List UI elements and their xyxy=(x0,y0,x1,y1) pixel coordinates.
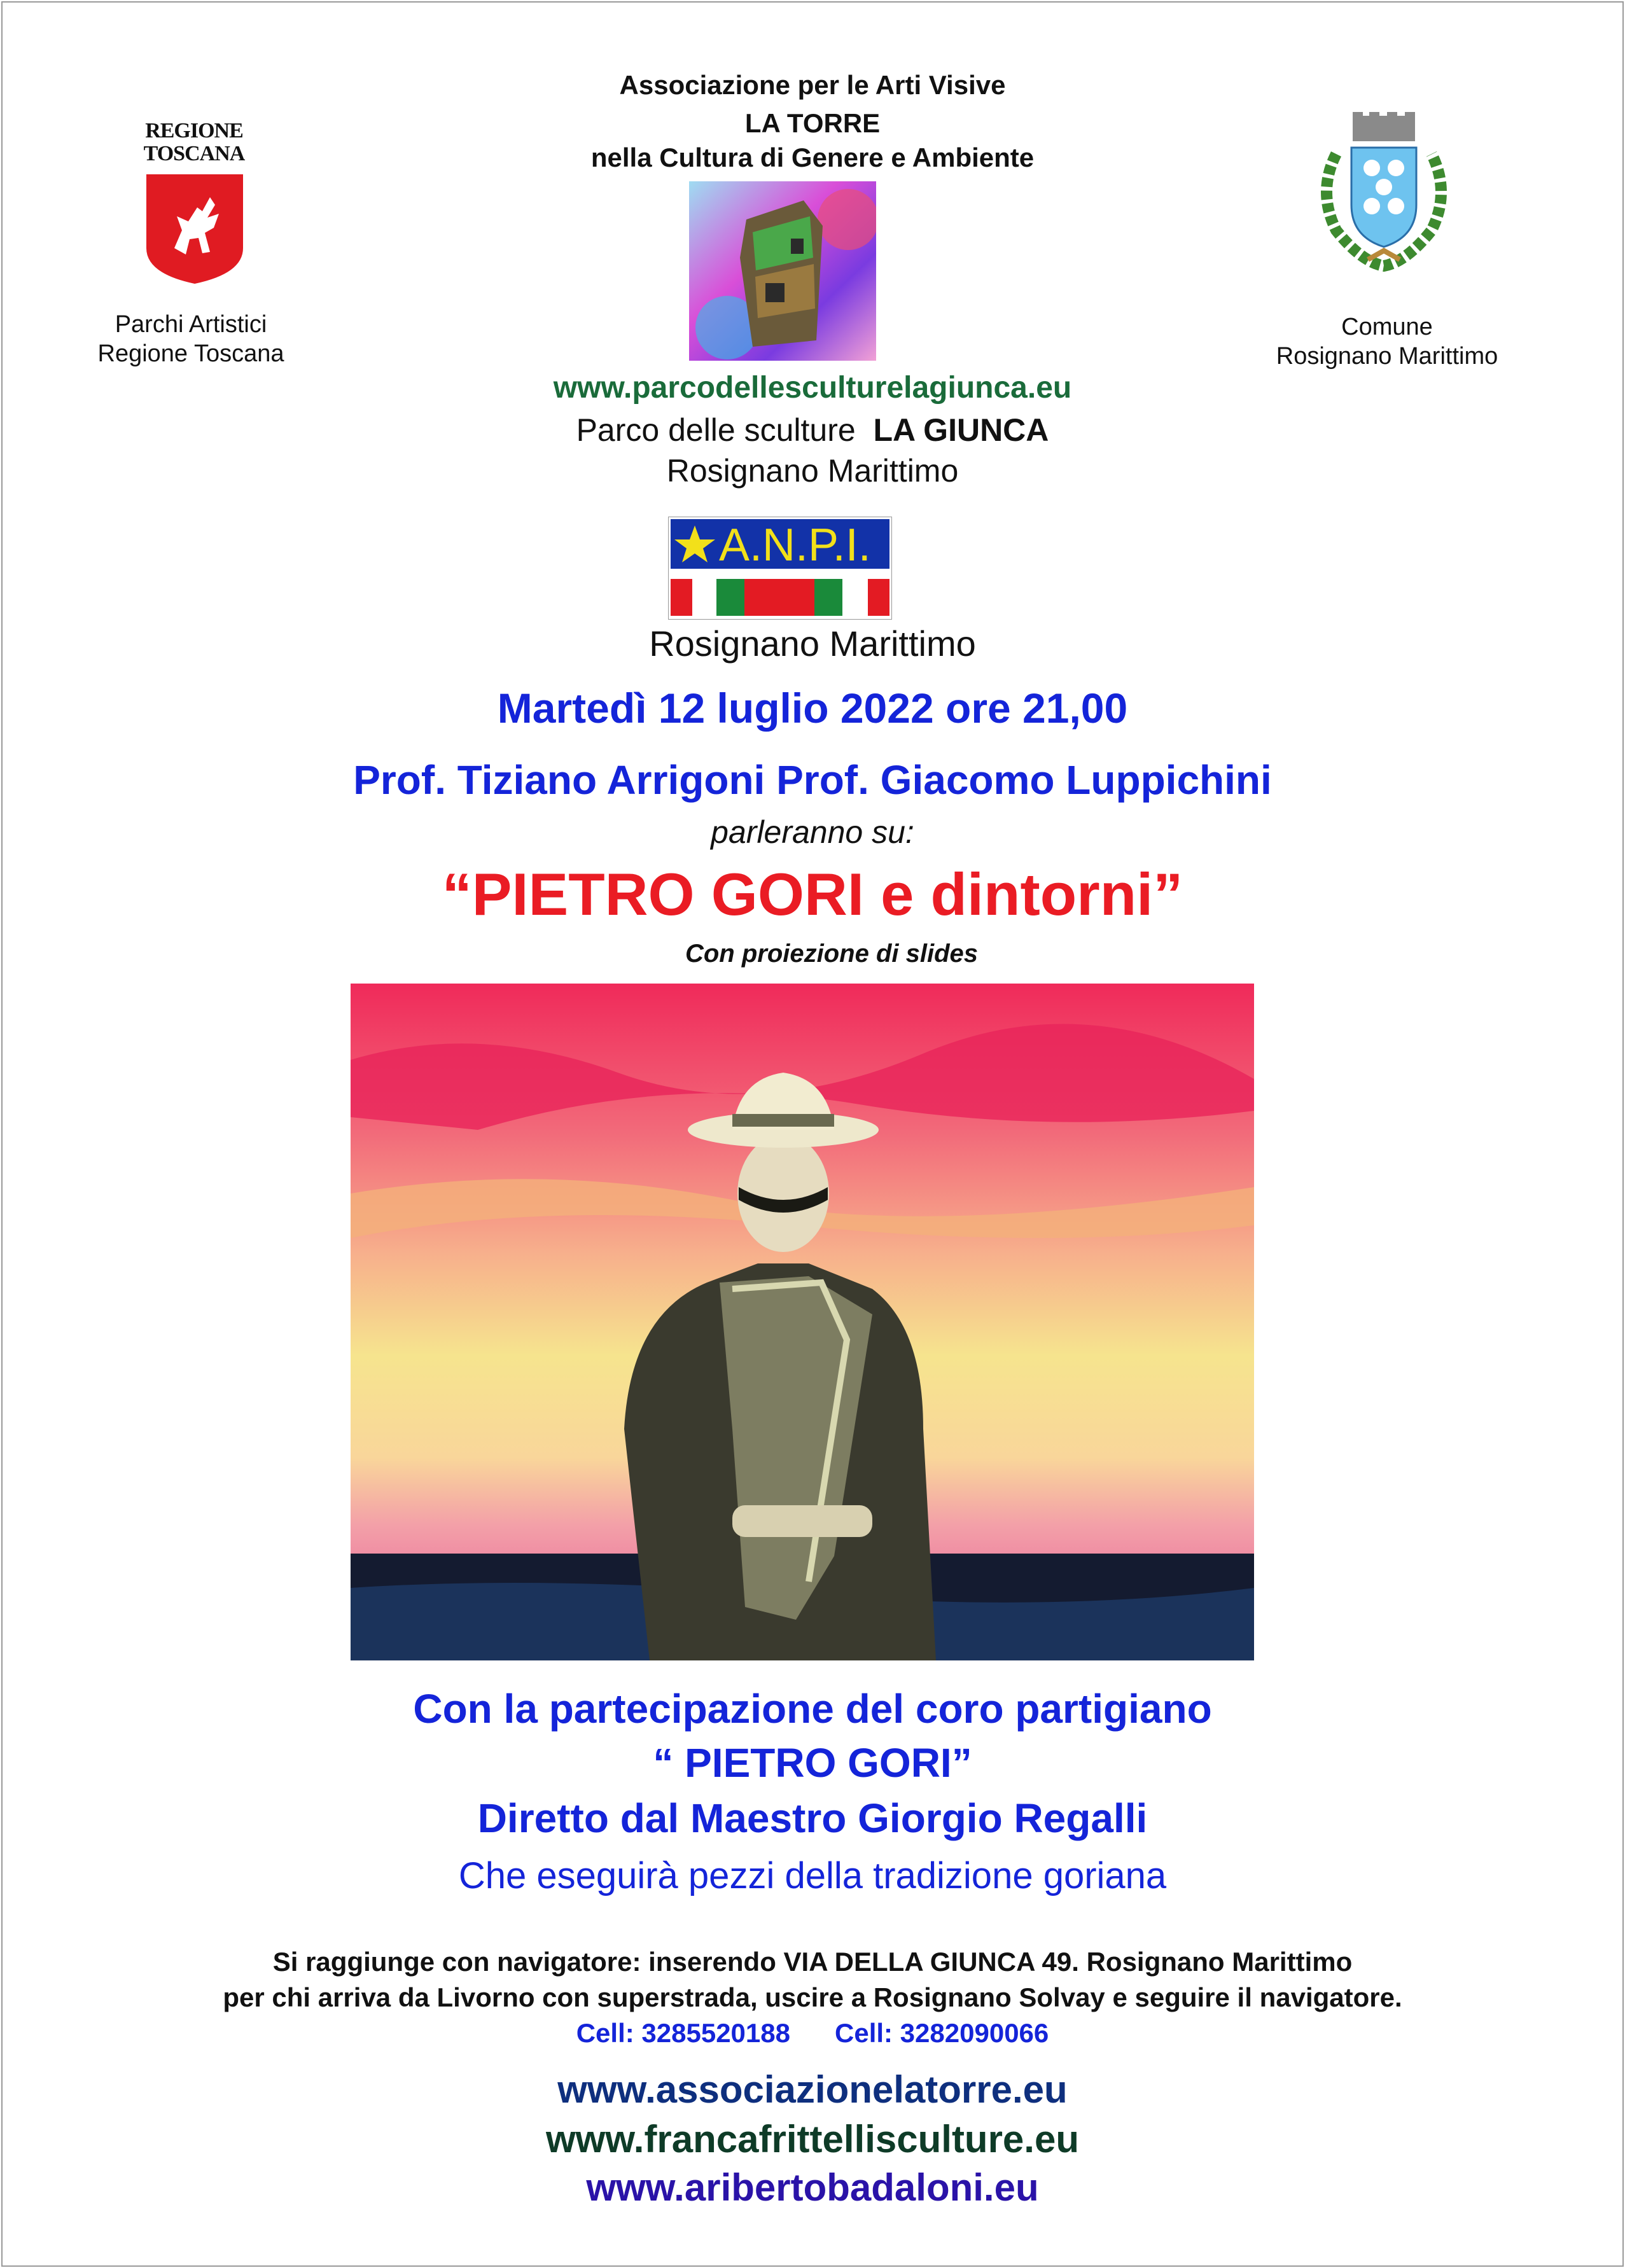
event-intro: parleranno su: xyxy=(711,814,914,850)
right-caption-line2: Rosignano Marittimo xyxy=(1276,343,1498,370)
park-website-link[interactable]: www.parcodellesculturelagiunca.eu xyxy=(553,371,1072,405)
anpi-town: Rosignano Marittimo xyxy=(649,623,976,664)
right-caption-line1: Comune xyxy=(1341,314,1433,340)
website-aribertobadaloni-link[interactable]: www.aribertobadaloni.eu xyxy=(586,2166,1039,2209)
choir-director: Diretto dal Maestro Giorgio Regalli xyxy=(477,1795,1148,1841)
left-caption-line1: Parchi Artistici xyxy=(115,311,267,338)
association-subtitle: nella Cultura di Genere e Ambiente xyxy=(590,143,1035,172)
event-date-time: Martedì 12 luglio 2022 ore 21,00 xyxy=(497,685,1128,732)
logo-text-toscana: TOSCANA xyxy=(143,142,245,165)
park-name xyxy=(0,412,1625,449)
regione-toscana-logo-text xyxy=(141,120,247,165)
anpi-logo-text: A.N.P.I. xyxy=(719,520,871,571)
park-town: Rosignano Marittimo xyxy=(666,453,959,489)
choir-name: “ PIETRO GORI” xyxy=(653,1740,972,1786)
association-la-torre: LA TORRE xyxy=(744,108,881,138)
left-caption-line2: Regione Toscana xyxy=(97,340,284,367)
pegasus-shield-icon xyxy=(144,172,246,285)
coat-of-arms-icon xyxy=(1311,109,1457,279)
la-torre-tower-image xyxy=(689,181,876,361)
website-francafrittelli-link[interactable]: www.francafrittellisculture.eu xyxy=(546,2118,1079,2160)
choir-program: Che eseguirà pezzi della tradizione goriana xyxy=(458,1855,1167,1896)
park-name-prefix: Parco delle sculture xyxy=(576,412,856,448)
association-name: Associazione per le Arti Visive xyxy=(619,70,1006,100)
event-note: Con proiezione di slides xyxy=(685,940,979,968)
logo-text-regione: REGIONE xyxy=(145,119,243,143)
contact-phones: Cell: 3285520188 Cell: 3282090066 xyxy=(576,2018,1049,2048)
event-title: “PIETRO GORI e dintorni” xyxy=(442,861,1183,928)
website-associazione-link[interactable]: www.associazionelatorre.eu xyxy=(557,2068,1068,2111)
directions-line2: per chi arriva da Livorno con superstrada, uscire a Rosignano Solvay e seguire il navigatore. xyxy=(223,1982,1402,2012)
choir-line1: Con la partecipazione del coro partigiano xyxy=(413,1686,1212,1732)
park-name-bold: LA GIUNCA xyxy=(873,412,1049,448)
event-speakers: Prof. Tiziano Arrigoni Prof. Giacomo Luppichini xyxy=(353,757,1272,803)
directions-line1: Si raggiunge con navigatore: inserendo VIA DELLA GIUNCA 49. Rosignano Marittimo xyxy=(272,1947,1353,1977)
pietro-gori-portrait-image xyxy=(351,984,1254,1660)
